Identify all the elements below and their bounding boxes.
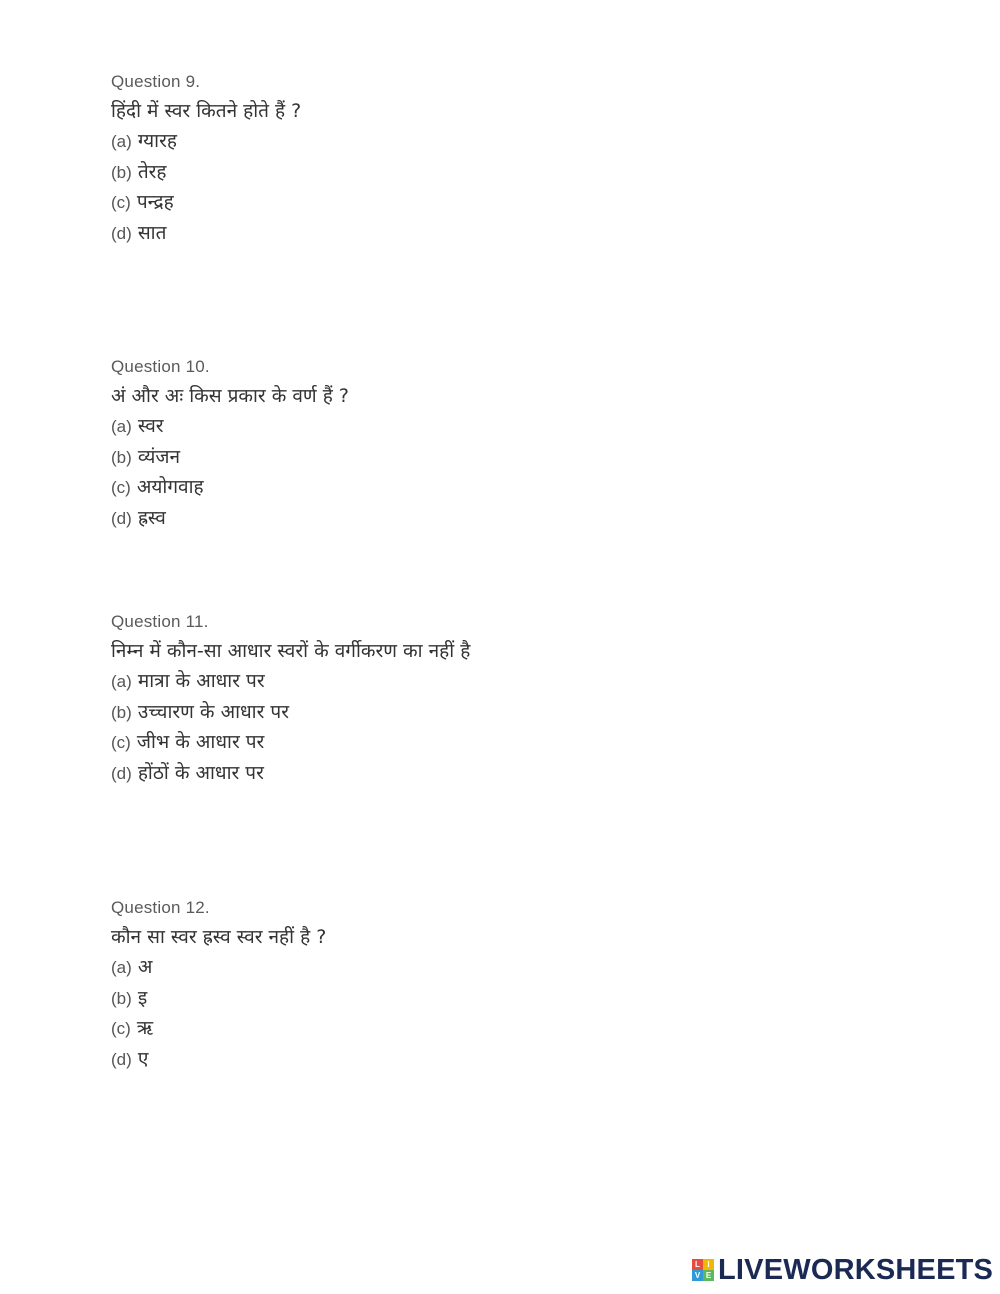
- option-b: [111, 157, 911, 188]
- option-text: तेरह: [137, 160, 167, 183]
- question-number: Question 12.: [111, 898, 210, 917]
- option-key: (a): [111, 132, 132, 151]
- option-b: [111, 697, 911, 728]
- option-c: [111, 1013, 911, 1044]
- option-c: [111, 472, 911, 503]
- option-key: (d): [111, 1049, 132, 1069]
- option-key: (b): [111, 702, 132, 722]
- option-text: अयोगवाह: [136, 476, 204, 498]
- liveworksheets-logo: [692, 1254, 993, 1286]
- brand-logo-icon: [692, 1259, 714, 1281]
- option-a: [111, 952, 911, 983]
- option-text: ऋ: [136, 1017, 154, 1039]
- brand-name: LIVEWORKSHEETS: [718, 1253, 994, 1286]
- option-text: सात: [137, 221, 167, 244]
- question-12: [111, 897, 911, 1074]
- option-d: [111, 503, 911, 534]
- option-a: [111, 126, 911, 157]
- option-key: (a): [111, 417, 132, 436]
- option-text: मात्रा के आधार पर: [137, 670, 265, 692]
- question-text: हिंदी में स्वर कितने होते हैं ?: [111, 100, 302, 122]
- option-d: [111, 1044, 911, 1075]
- option-a: [111, 666, 911, 697]
- option-key: (c): [111, 478, 131, 497]
- option-key: (c): [111, 1019, 131, 1038]
- option-text: इ: [137, 986, 148, 1009]
- option-text: स्वर: [137, 415, 164, 437]
- question-text: कौन सा स्वर ह्रस्व स्वर नहीं है ?: [111, 926, 327, 948]
- logo-letter-i: I: [703, 1259, 714, 1270]
- option-b: [111, 442, 911, 473]
- logo-letter-e: E: [703, 1270, 714, 1281]
- option-a: [111, 411, 911, 442]
- option-key: (b): [111, 988, 132, 1008]
- question-9: [111, 71, 911, 248]
- option-c: [111, 727, 911, 758]
- question-number: Question 9.: [111, 72, 201, 91]
- option-text: अ: [137, 956, 153, 978]
- logo-letter-v: V: [692, 1270, 703, 1281]
- question-11: [111, 611, 911, 788]
- option-b: [111, 983, 911, 1014]
- option-text: ग्यारह: [137, 130, 177, 152]
- option-text: ए: [137, 1047, 149, 1070]
- option-text: जीभ के आधार पर: [136, 731, 265, 753]
- option-text: ह्रस्व: [137, 506, 166, 529]
- option-key: (b): [111, 162, 132, 182]
- option-key: (a): [111, 958, 132, 977]
- option-key: (a): [111, 672, 132, 691]
- question-text: निम्न में कौन-सा आधार स्वरों के वर्गीकरण का नहीं है: [111, 640, 471, 662]
- logo-letter-l: L: [692, 1259, 703, 1270]
- option-key: (b): [111, 447, 132, 467]
- question-10: [111, 356, 911, 533]
- option-text: पन्द्रह: [136, 191, 174, 213]
- question-number: Question 10.: [111, 357, 210, 376]
- question-text: अं और अः किस प्रकार के वर्ण हैं ?: [111, 385, 349, 407]
- question-number: Question 11.: [111, 612, 209, 631]
- option-key: (d): [111, 223, 132, 243]
- option-d: [111, 758, 911, 789]
- option-d: [111, 218, 911, 249]
- option-key: (d): [111, 763, 132, 783]
- option-text: होंठों के आधार पर: [137, 761, 264, 784]
- option-key: (c): [111, 733, 131, 752]
- option-text: व्यंजन: [137, 445, 180, 468]
- option-key: (c): [111, 193, 131, 212]
- option-key: (d): [111, 508, 132, 528]
- option-c: [111, 187, 911, 218]
- option-text: उच्चारण के आधार पर: [137, 700, 289, 723]
